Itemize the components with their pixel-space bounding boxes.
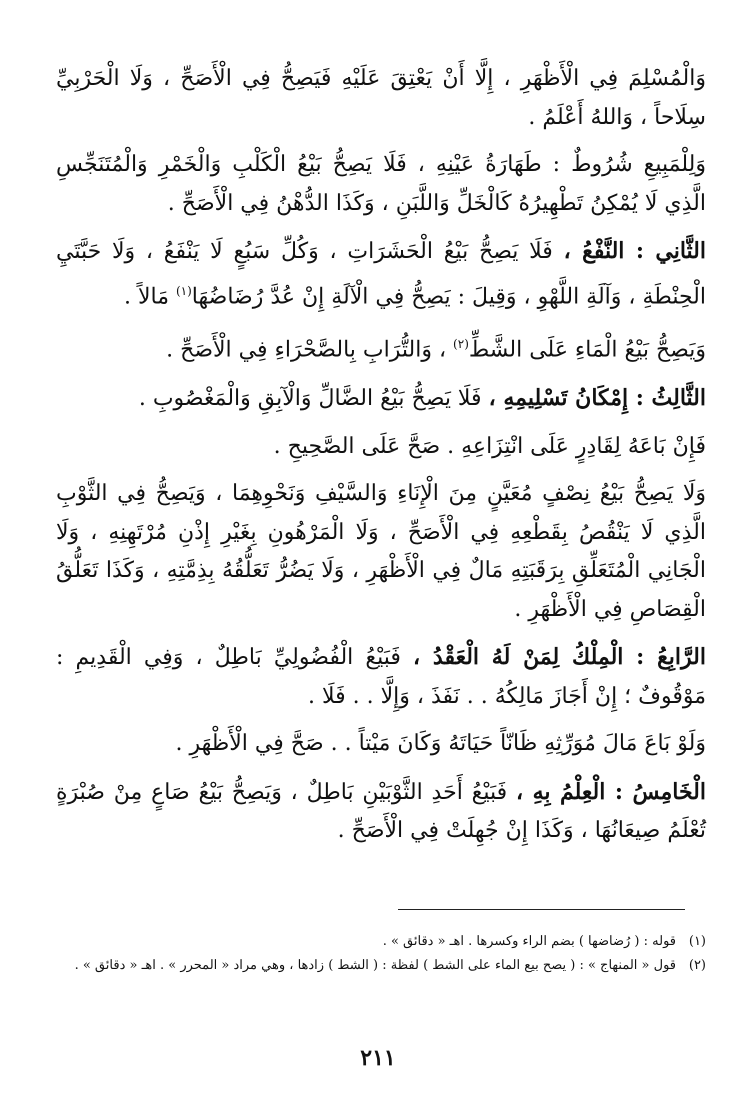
- paragraph-text: وَلَا يَصِحُّ بَيْعُ نِصْفٍ مُعَيَّنٍ مِنَ الْإِنَاءِ وَالسَّيْفِ وَنَحْوِهِمَا ، وَيَصِحُّ فِي الثَّوْبِ الَّذِي لَا يَنْقُصُ بِقَطْعِهِ فِي الْأَصَحِّ ، وَلَا الْمَرْهُونِ بِغَيْرِ إِذْنِ مُرْتَهِنِهِ ، وَلَا الْجَانِي الْمُتَعَلِّقِ بِرَقَبَتِهِ مَالٌ فِي الْأَظْهَرِ ، وَلَا يَضُرُّ تَعَلُّقُهُ بِذِمَّتِهِ ، وَكَذَا تَعَلُّقُ الْقِصَاصِ فِي الْأَظْهَرِ .: [56, 481, 706, 622]
- footnote-marker: (٢): [453, 337, 469, 352]
- paragraph-text: فَلَا يَصِحُّ بَيْعُ الْحَشَرَاتِ ، وَكُلِّ سَبُعٍ لَا يَنْفَعُ ، وَلَا حَبَّتَيِ الْحِنْطَةِ ، وَآلَةِ اللَّهْوِ ، وَقِيلَ : يَصِحُّ فِي الْآلَةِ إِنْ عُدَّ رُضَاضُهَا: [56, 239, 706, 309]
- footnote-number: (٢): [688, 958, 706, 973]
- paragraph-text: فَبَيْعُ أَحَدِ الثَّوْبَيْنِ بَاطِلٌ ، وَيَصِحُّ بَيْعُ صَاعٍ مِنْ صُبْرَةٍ تُعْلَمُ صِيعَانُهَا ، وَكَذَا إِنْ جُهِلَتْ فِي الْأَصَحِّ .: [56, 779, 706, 844]
- paragraph-text: ، وَالتُّرَابِ بِالصَّحْرَاءِ فِي الْأَصَحِّ .: [166, 337, 454, 363]
- section-heading: الرَّابِعُ : الْمِلْكُ لِمَنْ لَهُ الْعَقْدُ ،: [413, 644, 706, 671]
- paragraph-9: [56, 725, 706, 764]
- paragraph-4: [56, 325, 706, 370]
- paragraph-text: فَلَا يَصِحُّ بَيْعُ الضَّالِّ وَالْآبِقِ وَالْمَغْصُوبِ .: [138, 386, 489, 412]
- footnote-text: قوله : ( رُضاضها ) بضم الراء وكسرها . اهـ « دقائق » .: [382, 934, 676, 949]
- paragraph-1: [56, 60, 706, 137]
- paragraph-8: [56, 638, 706, 716]
- paragraph-6: [56, 428, 706, 467]
- footnote-text: قول « المنهاج » : ( يصح بيع الماء على الشط ) لفظة : ( الشط ) زادها ، وهي مراد « المحرر » . اهـ « دقائق » .: [74, 958, 676, 973]
- main-text: [56, 60, 706, 860]
- paragraph-text: وَلَوْ بَاعَ مَالَ مُوَرِّثِهِ ظَانّاً حَيَاتَهُ وَكَانَ مَيْتاً . . صَحَّ فِي الْأَظْهَرِ .: [175, 731, 706, 757]
- section-heading: الثَّانِي : النَّفْعُ ،: [563, 238, 707, 264]
- section-heading: الْخَامِسُ : الْعِلْمُ بِهِ ،: [515, 778, 706, 805]
- paragraph-text: فَإِنْ بَاعَهُ لِقَادِرٍ عَلَى انْتِزَاعِهِ . صَحَّ عَلَى الصَّحِيحِ .: [273, 433, 706, 459]
- paragraph-text: وَيَصِحُّ بَيْعُ الْمَاءِ عَلَى الشَّطِّ: [468, 337, 706, 363]
- page-number: ٢١١: [360, 1045, 396, 1071]
- footnote-2: [56, 955, 706, 977]
- paragraph-text: وَالْمُسْلِمَ فِي الْأَظْهَرِ ، إِلَّا أَنْ يَعْتِقَ عَلَيْهِ فَيَصِحُّ فِي الْأَصَحِّ ، وَلَا الْحَرْبِيِّ سِلَاحاً ، وَاللهُ أَعْلَمُ .: [56, 66, 706, 130]
- paragraph-text: مَالاً .: [123, 283, 176, 309]
- paragraph-2: [56, 146, 706, 223]
- paragraph-7: [56, 475, 706, 629]
- paragraph-text: فَبَيْعُ الْفُضُولِيِّ بَاطِلٌ ، وَفِي الْقَدِيمِ : مَوْقُوفٌ ؛ إِنْ أَجَازَ مَالِكُهُ . . نَفَذَ ، وَإِلَّا . . فَلَا .: [56, 645, 706, 709]
- footnotes: [56, 931, 706, 979]
- footnote-number: (١): [688, 934, 706, 949]
- section-heading: الثَّالِثُ : إِمْكَانُ تَسْلِيمِهِ ،: [488, 385, 706, 412]
- footnote-marker: (١): [175, 283, 192, 298]
- paragraph-3: [56, 232, 706, 316]
- paragraph-5: [56, 379, 706, 419]
- paragraph-10: [56, 773, 706, 851]
- paragraph-text: وَلِلْمَبِيعِ شُرُوطٌ : طَهَارَةُ عَيْنِهِ ، فَلَا يَصِحُّ بَيْعُ الْكَلْبِ وَالْخَمْرِ وَالْمُتَنَجِّسِ الَّذِي لَا يُمْكِنُ تَطْهِيرُهُ كَالْخَلِّ وَاللَّبَنِ ، وَكَذَا الدُّهْنُ فِي الْأَصَحِّ .: [56, 152, 706, 216]
- footnote-1: [56, 931, 706, 953]
- footnote-divider: [398, 909, 685, 910]
